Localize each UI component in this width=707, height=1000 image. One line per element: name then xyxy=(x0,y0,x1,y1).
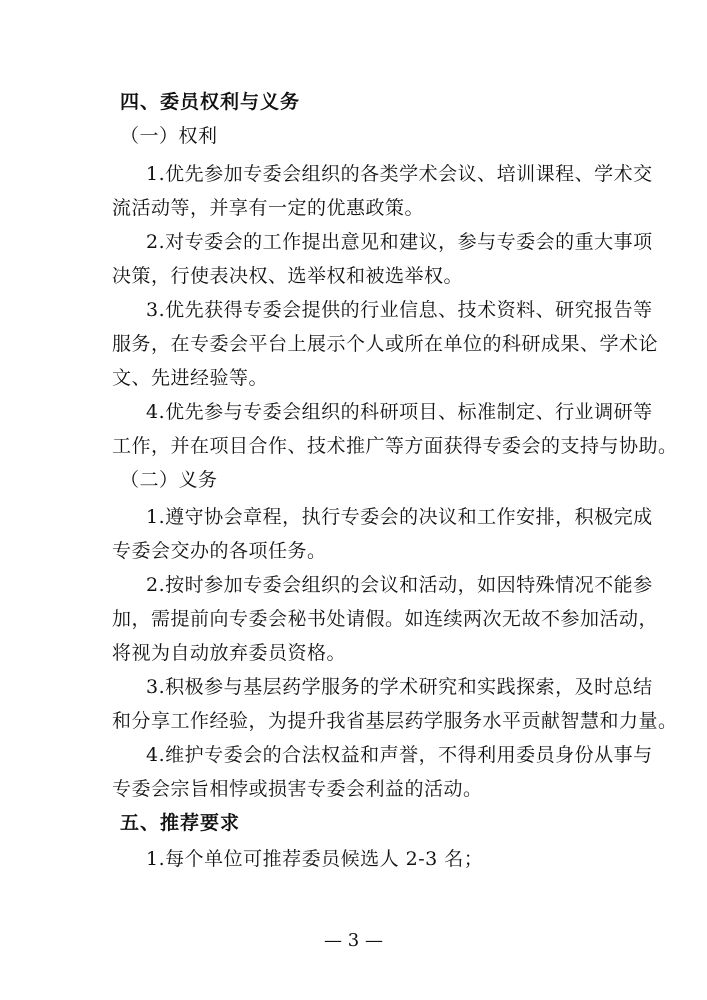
rights-item-1-line-1: 1.优先参加专委会组织的各类学术会议、培训课程、学术交 xyxy=(146,163,653,185)
rights-item-1-line-2: 流活动等，并享有一定的优惠政策。 xyxy=(112,197,425,219)
rights-item-3-line-2: 服务，在专委会平台上展示个人或所在单位的科研成果、学术论 xyxy=(112,333,659,355)
rights-item-3-line-1: 3.优先获得专委会提供的行业信息、技术资料、研究报告等 xyxy=(146,299,653,321)
rights-item-2-line-2: 决策，行使表决权、选举权和被选举权。 xyxy=(112,265,464,287)
rights-item-2-line-1: 2.对专委会的工作提出意见和建议，参与专委会的重大事项 xyxy=(146,231,653,253)
duties-item-2-line-1: 2.按时参加专委会组织的会议和活动，如因特殊情况不能参 xyxy=(146,574,653,596)
rights-item-3-line-3: 文、先进经验等。 xyxy=(112,367,269,389)
section-5-heading: 五、推荐要求 xyxy=(120,812,241,834)
duties-item-1-line-2: 专委会交办的各项任务。 xyxy=(112,540,327,562)
page-number: — 3 — xyxy=(324,930,383,951)
duties-item-2-line-3: 将视为自动放弃委员资格。 xyxy=(112,642,347,664)
rights-item-4-line-2: 工作，并在项目合作、技术推广等方面获得专委会的支持与协助。 xyxy=(112,435,678,457)
duties-item-3-line-1: 3.积极参与基层药学服务的学术研究和实践探索，及时总结 xyxy=(146,676,653,698)
duties-item-1-line-1: 1.遵守协会章程，执行专委会的决议和工作安排，积极完成 xyxy=(146,506,653,528)
requirements-item-1: 1.每个单位可推荐委员候选人 2-3 名； xyxy=(146,848,484,870)
duties-item-3-line-2: 和分享工作经验，为提升我省基层药学服务水平贡献智慧和力量。 xyxy=(112,710,678,732)
duties-item-2-line-2: 加，需提前向专委会秘书处请假。如连续两次无故不参加活动， xyxy=(112,608,659,630)
duties-heading: （二）义务 xyxy=(120,469,218,491)
duties-item-4-line-2: 专委会宗旨相悖或损害专委会利益的活动。 xyxy=(112,778,483,800)
rights-heading: （一）权利 xyxy=(120,125,218,147)
section-4-heading: 四、委员权利与义务 xyxy=(120,91,301,113)
duties-item-4-line-1: 4.维护专委会的合法权益和声誉，不得利用委员身份从事与 xyxy=(146,744,653,766)
rights-item-4-line-1: 4.优先参与专委会组织的科研项目、标准制定、行业调研等 xyxy=(146,401,653,423)
